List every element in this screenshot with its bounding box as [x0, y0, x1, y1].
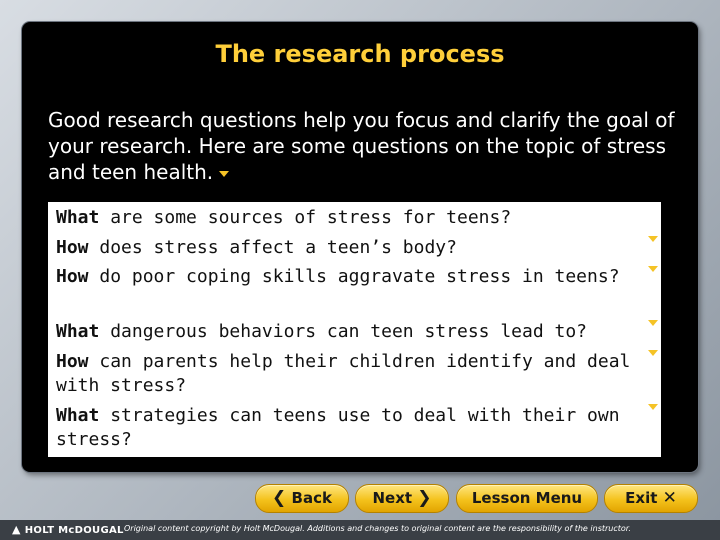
question-item: [56, 350, 646, 398]
question-item: [56, 265, 646, 289]
question-lead: What: [56, 207, 100, 228]
question-text: does stress affect a teen’s body?: [88, 237, 457, 258]
publisher-logo: [12, 523, 124, 536]
intro-text-body: Good research questions help you focus and clarify the goal of your research. Here are some questions on the topic of stress and teen health.: [48, 108, 675, 184]
copyright-notice: Original content copyright by Holt McDougal. Additions and changes to original content are the responsibility of the instructor.: [124, 524, 631, 533]
question-item: [56, 320, 646, 344]
lesson-menu-button[interactable]: [456, 484, 598, 513]
slide-title: The research process: [215, 40, 505, 68]
exit-button[interactable]: [604, 484, 698, 513]
back-button-label: Back: [291, 489, 332, 507]
question-lead: How: [56, 351, 89, 372]
intro-text: [48, 107, 678, 185]
question-lead: How: [56, 237, 89, 258]
lesson-menu-button-label: Lesson Menu: [471, 489, 583, 507]
next-button-label: Next: [372, 489, 413, 507]
animation-marker-icon: [219, 171, 229, 177]
question-text: are some sources of stress for teens?: [99, 207, 512, 228]
next-button[interactable]: [355, 484, 449, 513]
chevron-left-icon: ❮: [272, 488, 287, 508]
animation-marker-icon: [648, 236, 658, 242]
question-text: dangerous behaviors can teen stress lead to?: [99, 321, 588, 342]
question-lead: How: [56, 266, 89, 287]
question-text: can parents help their children identify and deal with stress?: [56, 351, 631, 396]
question-text: do poor coping skills aggravate stress in teens?: [88, 266, 620, 287]
close-icon: ✕: [662, 488, 677, 508]
exit-button-label: Exit: [625, 489, 658, 507]
animation-marker-icon: [648, 266, 658, 272]
question-item: [56, 236, 646, 260]
animation-marker-icon: [648, 320, 658, 326]
question-lead: What: [56, 405, 100, 426]
chevron-right-icon: ❯: [417, 488, 432, 508]
question-item: [56, 206, 646, 230]
publisher-logo-icon: ▲: [12, 523, 21, 536]
footer-bar: [0, 520, 720, 540]
back-button[interactable]: [255, 484, 349, 513]
publisher-name: HOLT McDOUGAL: [24, 525, 124, 536]
question-item: [56, 404, 646, 452]
question-text: strategies can teens use to deal with their own stress?: [56, 405, 620, 450]
questions-box: [48, 202, 661, 457]
question-lead: What: [56, 321, 100, 342]
animation-marker-icon: [648, 350, 658, 356]
animation-marker-icon: [648, 404, 658, 410]
